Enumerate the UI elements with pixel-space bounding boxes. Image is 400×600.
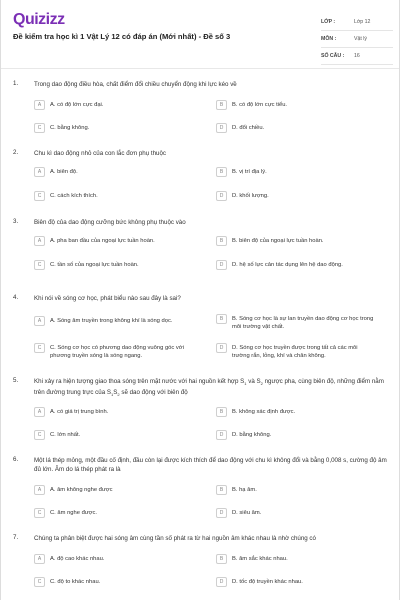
option-d[interactable] xyxy=(216,123,376,133)
option-d[interactable] xyxy=(216,430,376,440)
option-letter-box: D xyxy=(216,123,227,133)
option-letter-box: B xyxy=(216,314,227,324)
option-b[interactable] xyxy=(216,554,376,564)
option-text: D. siêu âm. xyxy=(232,510,262,516)
text-part: ngược pha, cùng biên độ, những điểm nằm trên đường trung trực của S xyxy=(34,378,384,397)
question-text: Chúng ta phân biệt được hai sóng âm cùng tần số phát ra từ hai nguồn âm khác nhau là nhờ chúng có xyxy=(34,535,316,542)
option-text: A. có giá trị trung bình. xyxy=(50,409,109,415)
option-letter-box: D xyxy=(216,508,227,518)
subscript: 2 xyxy=(260,381,263,387)
option-text: C. bằng không. xyxy=(50,125,90,131)
option-letter-box: A xyxy=(34,100,45,110)
option-letter-box: D xyxy=(216,430,227,440)
option-letter-box: A xyxy=(34,316,45,326)
option-text: B. hạ âm. xyxy=(232,487,257,493)
option-text: D. hệ số lực cản tác dụng lên hệ dao động. xyxy=(232,262,343,268)
option-letter-box: C xyxy=(34,260,45,270)
meta-row-class xyxy=(321,14,393,31)
option-a[interactable] xyxy=(34,316,194,326)
option-letter-box: C xyxy=(34,343,45,353)
option-text: D. bằng không. xyxy=(232,432,272,438)
option-b[interactable] xyxy=(216,485,376,495)
option-c[interactable] xyxy=(34,191,194,201)
text-part: sẽ dao động với biên độ xyxy=(119,389,188,397)
question-number: 6. xyxy=(13,456,19,463)
subscript: 1 xyxy=(244,381,247,387)
question-number: 7. xyxy=(13,534,19,541)
option-text: B. vị trí địa lý. xyxy=(232,169,267,175)
page-title: Đề kiểm tra học kì 1 Vật Lý 12 có đáp án (Mới nhất) - Đề số 3 xyxy=(13,32,231,41)
subscript: 1 xyxy=(111,392,114,398)
option-c[interactable] xyxy=(34,260,194,270)
meta-value: Lớp 12 xyxy=(354,19,371,25)
option-a[interactable] xyxy=(34,407,194,417)
question-text: Chu kì dao động nhỏ của con lắc đơn phụ thuộc xyxy=(34,150,167,157)
option-text: D. đổi chiều. xyxy=(232,125,265,131)
option-text: B. biên độ của ngoại lực tuần hoàn. xyxy=(232,238,324,244)
option-text: D. Sóng cơ học truyền được trong tất cả các môi trường rắn, lỏng, khí và chân không. xyxy=(232,345,358,359)
option-b[interactable] xyxy=(216,407,376,417)
option-d[interactable] xyxy=(216,508,376,518)
option-c[interactable] xyxy=(34,430,194,440)
option-text: A. Sóng âm truyền trong không khí là sóng dọc. xyxy=(50,318,173,324)
option-letter-box: B xyxy=(216,554,227,564)
option-c[interactable] xyxy=(34,343,194,360)
quizizz-logo[interactable]: Quizizz xyxy=(13,11,65,28)
option-letter-box: C xyxy=(34,430,45,440)
header-divider xyxy=(1,68,399,69)
text-part: Khi xảy ra hiện tượng giao thoa sóng trên mặt nước với hai nguồn kết hợp S xyxy=(34,378,245,385)
option-text: B. có độ lớn cực tiểu. xyxy=(232,102,288,108)
option-text: C. lớn nhất. xyxy=(50,432,81,438)
option-letter-box: B xyxy=(216,100,227,110)
option-a[interactable] xyxy=(34,167,194,177)
option-a[interactable] xyxy=(34,485,194,495)
question-number: 2. xyxy=(13,149,19,156)
question-number: 5. xyxy=(13,377,19,384)
option-c[interactable] xyxy=(34,123,194,133)
option-letter-box: D xyxy=(216,260,227,270)
option-d[interactable] xyxy=(216,191,376,201)
meta-label: LỚP : xyxy=(321,19,336,25)
question-text: Một lá thép mỏng, một đầu cố định, đầu còn lại được kích thích để dao động với chu kì không đổi và bằng 0,008 s, cường độ âm đủ lớn. Âm do lá thép phát ra là xyxy=(34,457,387,473)
option-letter-box: B xyxy=(216,407,227,417)
question-text: Trong dao động điều hòa, chất điểm đổi chiều chuyển động khi lực kéo về xyxy=(34,81,237,88)
meta-value: 16 xyxy=(354,53,360,59)
option-text: B. không xác định được. xyxy=(232,409,296,415)
option-c[interactable] xyxy=(34,508,194,518)
option-b[interactable] xyxy=(216,236,376,246)
option-text: A. có độ lớn cực đại. xyxy=(50,102,104,108)
option-text: C. cách kích thích. xyxy=(50,193,98,199)
meta-row-count xyxy=(321,48,393,65)
option-letter-box: D xyxy=(216,191,227,201)
option-text: C. tần số của ngoại lực tuần hoàn. xyxy=(50,262,139,268)
option-text: B. Sóng cơ học là sự lan truyền dao động cơ học trong môi trường vật chất. xyxy=(232,316,374,330)
meta-value: Vật lý xyxy=(354,36,367,42)
option-letter-box: D xyxy=(216,577,227,587)
header xyxy=(1,0,399,70)
option-letter-box: A xyxy=(34,485,45,495)
option-text: A. pha ban đầu của ngoại lực tuần hoàn. xyxy=(50,238,155,244)
option-text: D. tốc độ truyền khác nhau. xyxy=(232,579,303,585)
meta-label: MÔN : xyxy=(321,36,337,42)
text-part: S xyxy=(113,389,118,397)
option-a[interactable] xyxy=(34,100,194,110)
option-letter-box: C xyxy=(34,508,45,518)
option-text: A. biên độ. xyxy=(50,169,78,175)
subscript: 2 xyxy=(117,392,120,398)
option-b[interactable] xyxy=(216,314,376,331)
meta-row-subject xyxy=(321,31,393,48)
option-a[interactable] xyxy=(34,554,194,564)
option-letter-box: B xyxy=(216,167,227,177)
option-d[interactable] xyxy=(216,260,376,270)
option-text: D. khối lượng. xyxy=(232,193,269,199)
question-text xyxy=(34,377,389,399)
option-text: A. độ cao khác nhau. xyxy=(50,556,105,562)
option-letter-box: B xyxy=(216,236,227,246)
option-d[interactable] xyxy=(216,577,376,587)
option-text: C. âm nghe được. xyxy=(50,510,97,516)
option-text: C. độ to khác nhau. xyxy=(50,579,101,585)
option-d[interactable] xyxy=(216,343,376,360)
option-letter-box: B xyxy=(216,485,227,495)
option-c[interactable] xyxy=(34,577,194,587)
option-b[interactable] xyxy=(216,100,376,110)
meta-label: SỐ CÂU : xyxy=(321,53,345,59)
option-letter-box: C xyxy=(34,191,45,201)
option-letter-box: D xyxy=(216,343,227,353)
option-a[interactable] xyxy=(34,236,194,246)
question-text: Khi nói về sóng cơ học, phát biểu nào sau đây là sai? xyxy=(34,295,181,302)
question-number: 3. xyxy=(13,218,19,225)
question-text: Biên độ của dao động cưỡng bức không phụ thuộc vào xyxy=(34,219,186,226)
meta-table xyxy=(321,14,393,65)
option-letter-box: A xyxy=(34,554,45,564)
option-letter-box: C xyxy=(34,577,45,587)
option-text: B. âm sắc khác nhau. xyxy=(232,556,288,562)
option-letter-box: A xyxy=(34,236,45,246)
text-part: và S xyxy=(246,378,261,385)
option-text: C. Sóng cơ học có phương dao động vuông góc với phương truyền sóng là sóng ngang. xyxy=(50,345,184,359)
option-letter-box: C xyxy=(34,123,45,133)
option-text: A. âm không nghe được xyxy=(50,487,113,493)
option-letter-box: A xyxy=(34,167,45,177)
question-number: 1. xyxy=(13,80,19,87)
question-number: 4. xyxy=(13,294,19,301)
option-letter-box: A xyxy=(34,407,45,417)
option-b[interactable] xyxy=(216,167,376,177)
